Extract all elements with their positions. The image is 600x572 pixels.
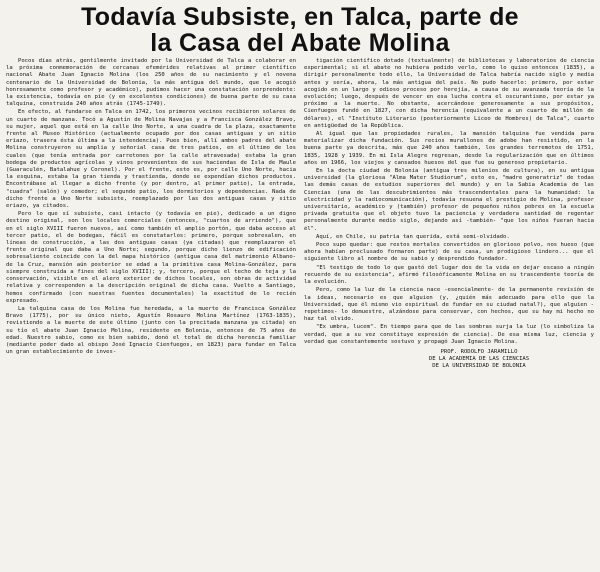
author-affiliation-1: DE LA ACADEMIA DE LAS CIENCIAS bbox=[428, 355, 530, 362]
article-body bbox=[6, 58, 594, 568]
headline-line-2: la Casa del Abate Molina bbox=[150, 29, 450, 57]
paragraph: La talquina casa de los Molina fue heredada, a la muerte de Francisca González Bravo (1775), por su único nieto, Agustín Rosauro Molina Martínez (1763-1835), revistiendo a la muerte de este último (junto con la precitada manzana ya citada) en su tío el abate Juan Ignacio Molina, residente en Bolonia, entonces de 75 años de edad. Nuestro sabio, como es bien sabido, donó el total de dicha herencia familiar (mediante poder dado al obispo José Ignacio Cienfuegos, en 1823) para fundar en Talca un gran establecimiento de inves- bbox=[6, 305, 296, 356]
right-column bbox=[304, 58, 594, 568]
paragraph: Pocos días atrás, gentilmente invitado por la Universidad de Talca a colaborar en la próxima conmemoración de cercanas efemérides relativas al primer científico nacional Abate Juan Ignacio Molina (los 250 años de su nacimiento y el novena centenario de la Universidad de Bolonia, la más antigua del mundo, que le acogió honrosamente como profesor y académico), pudimos hacer una constatación sorprendente: la existencia, todavía en pie (y en excelentes condiciones) de buena parte de su casa talquina, construida 240 años atrás (1745-1749). bbox=[6, 58, 296, 108]
author-signature bbox=[364, 349, 594, 370]
article-headline bbox=[0, 0, 600, 56]
left-column bbox=[6, 58, 296, 568]
paragraph: tigación científico dotado (textualmente) de bibliotecas y laboratorios de ciencia experimental; si el abate no hubiera podido verlo, como lo quiso entonces (1835), a dirigir personalmente todo ello, la Universidad de Talca habría nacido siglo y media antes y sería, ahora, la más antigua del país. No pudo hacerlo: primero, por estar acogido en un largo y odioso proceso por herejía, a causa de su avanzada teoría de la evolución; luego, después de vencer en esa lucha contra el oscurantismo, por estar ya próximo a la muerte. No obstante, acercándose generosamente a sus propósitos, Cienfuegos fundó en 1827, con dicha herencia (equivalente a un cuarto de millón de dólares), el "Instituto Literario (posteriormente Liceo de Hombres) de Talca", cuarto en antigüedad de la República. bbox=[304, 58, 594, 129]
paragraph: En la docta ciudad de Bolonia (antigua tres milenios de cultura), en su antigua universidad (la gloriosa "Alma Mater Studiorum", esto es, "madre generatriz" de todas las demás casas de estudios superiores del mundo) y en la Sabia Academia de las Ciencias (una de las descubrimientos más trascendentales para la humanidad: la electricidad y la radiocomunicación), todavía resuena el prestigio de Molina, profesor universitario, académico y (también) profesor de pequeños niños pobres en la escuela privada gratuita que el objeto tuvo la paciencia y verdadera santidad de regentar personalmente durante medio siglo, dejando así -también- "que los niños fueran hacia él". bbox=[304, 168, 594, 232]
author-affiliation-2: DE LA UNIVERSIDAD DE BOLONIA bbox=[432, 362, 526, 369]
paragraph: Poco supo quedar: que restos mortales convertidos en glorioso polvo, nos hueso (que ahora habían preclusado formaron parte) de su casa, un prodigioso lindero... que el siguiente libro al nombre de su sabio y desprendido fundador. bbox=[304, 242, 594, 263]
paragraph: Aquí, en Chile, su patria tan querida, está semi-olvidado. bbox=[316, 233, 510, 240]
author-name: PROF. RODOLFO JARAMILLO bbox=[440, 348, 518, 355]
paragraph: Pero lo que sí subsiste, casi intacto (y todavía en pie), dedicado a un digno destino original, son los locales comerciales (entonces, "cuartos de arriendo"), que en el siglo XVIII fueron nuevos, así como también el amplio portón, que daba acceso al tercer patio, el de bodegas, fácil es constatarlos: primero, porque sobresalen, en líneas de construcción, a las dos antiguas casas (ya citadas) que reemplazaron el frente original que daba a Uno Norte; segundo, porque dicho lienzo de edificación sobresaliente coincide con la del mapa histórico (antigua casa del matrimonio Albano-de la Cruz, mansión aún posterior se edad a la primitiva casa Molina-González, para siempre construida a fines del siglo XVIII); y, tercero, porque el techo de teja y la conservación, visible en el alero exterior de dichos locales, son obras de actividad relativa y corresponden a la descripción original de dicha casa. Vuelto a Santiago, hemos confirmado (con nuestras fuentes documentales) la exactitud de lo recién expresado. bbox=[6, 211, 296, 304]
paragraph: En efecto, al fundarse en Talca en 1742, los primeros vecinos recibieron solares de un cuarto de manzana. Tocó a Agustín de Molina Navajas y a Francisca González Bravo, su mujer, aquel que está en la calle Uno Norte, a una cuadra de la plaza, exactamente frente al Museo Histórico (actualmente ocupado por dos casas antiguas y un sitio eriazo, trasera ésta última a la intendencia). Pues bien, allí ambos padres del abate Molina construyeron su amplia y señorial casa de tres patios, en el último de los cuales (que tenía entrada por carretones por la calle atravesada) estaba la gran bodega de productos agrícolas y vinos provenientes de sus haciendas de Isla de Maule (Guaraculén, Batalahue y Coronel). Por el frente, esto es, por calle Uno Norte, hacia la esquina, estaba la gran tienda y trastienda, donde se expendían dichos productos. Encontrábase al llegar a dicho frente (y por dentro, al primer patio), la entrada, "cuadra" (salón) y comedor; el segundo patio, los dormitorios y dependencias. Nada de dicho frente a Uno Norte subsiste, reemplazado por las dos antiguas casas y sitio eriazo, ya citados. bbox=[6, 109, 296, 210]
paragraph: Al igual que las propiedades rurales, la mansión talquina fue vendida para materializar dicha fundación. Sus recios murallones de adobe han resistido, en la buena parte ya descrita, más que 240 años también, los grandes terremotos de 1751, 1835, 1928 y 1939. En mi Isla Alegre regresan, desde la regularización que en últimos años en 1966, los viejos y cansados huesos del que fue su generoso propietario. bbox=[304, 131, 594, 166]
headline-line-1: Todavía Subsiste, en Talca, parte de bbox=[81, 3, 519, 31]
paragraph: "Ex umbra, lucem". En tiempo para que de las sombras surja la luz (lo simboliza la verdad, que a su vez constituye expresión de ciencia). De esa misma luz, ciencia y verdad que constantemente sostuvo y propagó Juan Ignacio Molina. bbox=[304, 324, 594, 345]
paragraph: "El testigo de todo lo que gastó del lugar dos de la vida en dejar escaso a ningún recuerdo de su existencia", afirmó filosóficamente Molina en su trascendente teoría de la evolución. bbox=[304, 264, 594, 286]
paragraph: Pero, como la luz de la ciencia nace -esencialmente- de la permanente revisión de la ideas, necesario es que alguien (y, ¿quién más adecuado para ello que la Universidad, que él mismo vio espiritual de fundar en su ciudad natal?), que alguien -repetimos- lo demuestre, alzándose para conservar, con hechos, que su hay mi hecho no haz tal olvido. bbox=[304, 287, 594, 323]
